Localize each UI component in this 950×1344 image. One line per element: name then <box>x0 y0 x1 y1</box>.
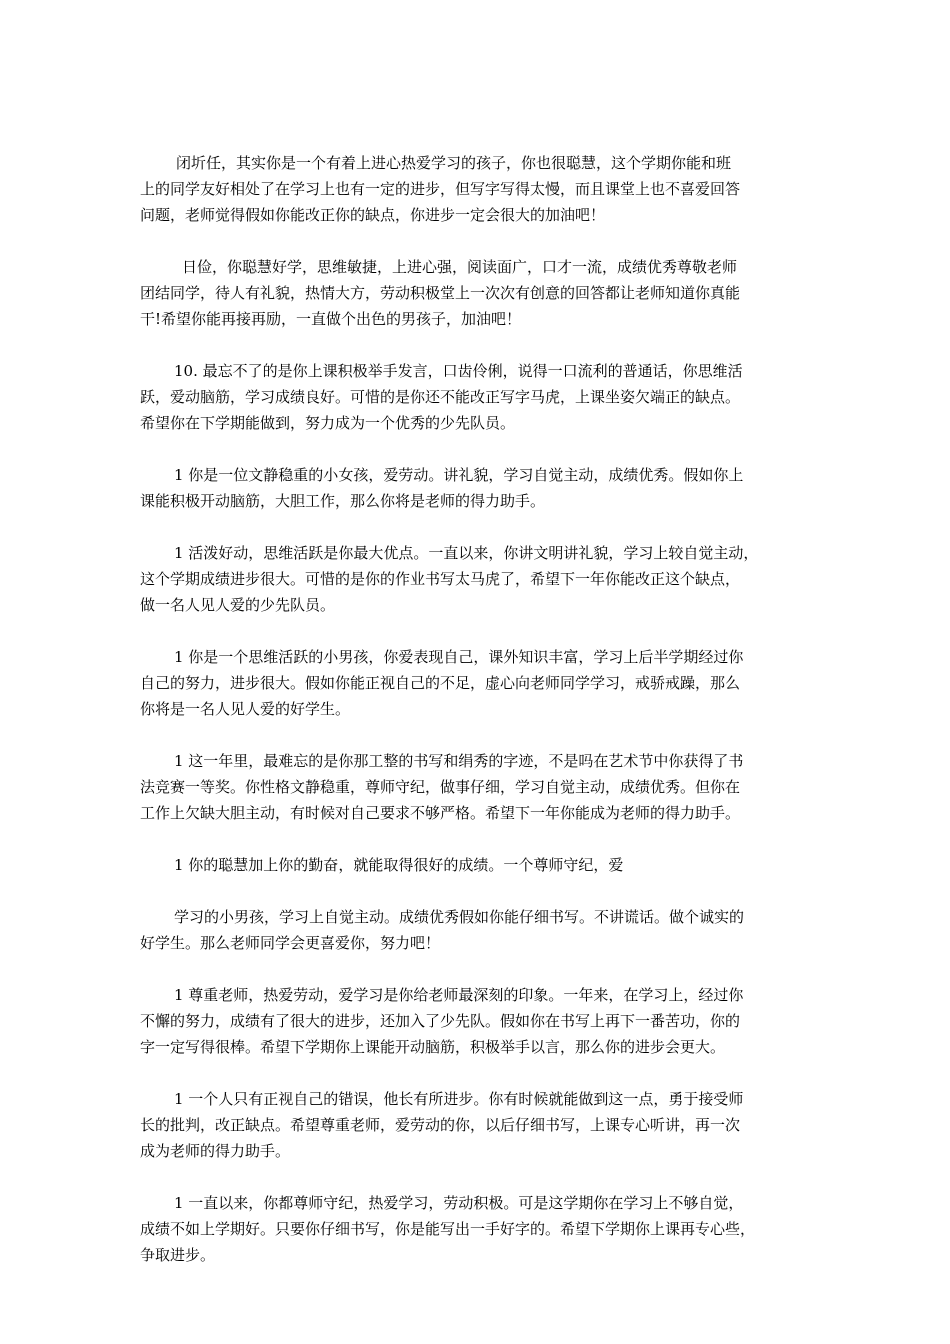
paragraph-line: 1 你是一个思维活跃的小男孩，你爱表现自己，课外知识丰富，学习上后半学期经过你 <box>174 648 744 666</box>
paragraph <box>140 358 812 436</box>
paragraph-line: 课能积极开动脑筋，大胆工作，那么你将是老师的得力助手。 <box>140 492 546 510</box>
paragraph-line: 法竞赛一等奖。你性格文静稳重，尊师守纪，做事仔细，学习自觉主动，成绩优秀。但你在 <box>140 778 741 796</box>
paragraph-line: 字一定写得很棒。希望下学期你上课能开动脑筋，积极举手以言，那么你的进步会更大。 <box>140 1038 726 1056</box>
paragraph-line: 问题，老师觉得假如你能改正你的缺点，你进步一定会很大的加油吧！ <box>140 206 606 224</box>
paragraph <box>140 748 812 826</box>
paragraph-line: 你将是一名人见人爱的好学生。 <box>140 700 351 718</box>
paragraph <box>140 904 812 956</box>
paragraph-line: 1 一个人只有正视自己的错误，他长有所进步。你有时候就能做到这一点，勇于接受师 <box>174 1090 744 1108</box>
paragraph <box>140 644 812 722</box>
paragraph-line: 跃，爱动脑筋，学习成绩良好。可惜的是你还不能改正写字马虎，上课坐姿欠端正的缺点。 <box>140 388 741 406</box>
paragraph-line: 1 尊重老师，热爱劳动，爱学习是你给老师最深刻的印象。一年来，在学习上，经过你 <box>174 986 744 1004</box>
paragraph <box>140 982 812 1060</box>
paragraph-line: 不懈的努力，成绩有了很大的进步，还加入了少先队。假如你在书写上再下一番苦功，你的 <box>140 1012 741 1030</box>
paragraph-line: 1 这一年里，最难忘的是你那工整的书写和绢秀的字迹，不是吗在艺术节中你获得了书 <box>174 752 744 770</box>
paragraph-line: 日俭，你聪慧好学，思维敏捷，上进心强，阅读面广，口才一流，成绩优秀尊敬老师 <box>182 258 738 276</box>
paragraph <box>140 462 812 514</box>
paragraph-line: 1 你的聪慧加上你的勤奋，就能取得很好的成绩。一个尊师守纪，爱 <box>174 856 624 874</box>
paragraph-line: 干!希望你能再接再励，一直做个出色的男孩子，加油吧！ <box>140 310 522 328</box>
paragraph-line: 这个学期成绩进步很大。可惜的是你的作业书写太马虎了，希望下一年你能改正这个缺点， <box>140 570 741 588</box>
paragraph-line: 上的同学友好相处了在学习上也有一定的进步，但写字写得太慢，而且课堂上也不喜爱回答 <box>140 180 741 198</box>
paragraph <box>140 540 812 618</box>
paragraph <box>140 150 812 228</box>
paragraph-line: 争取进步。 <box>140 1246 216 1264</box>
paragraph <box>140 254 812 332</box>
paragraph-line: 10. 最忘不了的是你上课积极举手发言，口齿伶俐，说得一口流利的普通话，你思维活 <box>174 362 743 380</box>
document-body <box>140 150 812 1294</box>
paragraph-line: 成绩不如上学期好。只要你仔细书写，你是能写出一手好字的。希望下学期你上课再专心些， <box>140 1220 756 1238</box>
paragraph-line: 自己的努力，进步很大。假如你能正视自己的不足，虚心向老师同学学习，戒骄戒躁，那么 <box>140 674 741 692</box>
paragraph-line: 1 你是一位文静稳重的小女孩，爱劳动。讲礼貌，学习自觉主动，成绩优秀。假如你上 <box>174 466 744 484</box>
paragraph-line: 做一名人见人爱的少先队员。 <box>140 596 336 614</box>
paragraph <box>140 1086 812 1164</box>
paragraph-line: 希望你在下学期能做到，努力成为一个优秀的少先队员。 <box>140 414 516 432</box>
paragraph-line: 长的批判，改正缺点。希望尊重老师，爱劳动的你，以后仔细书写，上课专心听讲，再一次 <box>140 1116 741 1134</box>
paragraph-line: 工作上欠缺大胆主动，有时候对自己要求不够严格。希望下一年你能成为老师的得力助手。 <box>140 804 741 822</box>
paragraph-line: 1 活泼好动，思维活跃是你最大优点。一直以来，你讲文明讲礼貌，学习上较自觉主动， <box>174 544 759 562</box>
paragraph <box>140 852 812 878</box>
paragraph <box>140 1190 812 1268</box>
paragraph-line: 1 一直以来，你都尊师守纪，热爱学习，劳动积极。可是这学期你在学习上不够自觉， <box>174 1194 744 1212</box>
paragraph-line: 学习的小男孩，学习上自觉主动。成绩优秀假如你能仔细书写。不讲谎话。做个诚实的 <box>174 908 745 926</box>
paragraph-line: 闭圻任，其实你是一个有着上进心热爱学习的孩子，你也很聪慧，这个学期你能和班 <box>176 154 732 172</box>
paragraph-line: 成为老师的得力助手。 <box>140 1142 291 1160</box>
paragraph-line: 团结同学，待人有礼貌，热情大方，劳动积极堂上一次次有创意的回答都让老师知道你真能 <box>140 284 741 302</box>
paragraph-line: 好学生。那么老师同学会更喜爱你，努力吧！ <box>140 934 441 952</box>
